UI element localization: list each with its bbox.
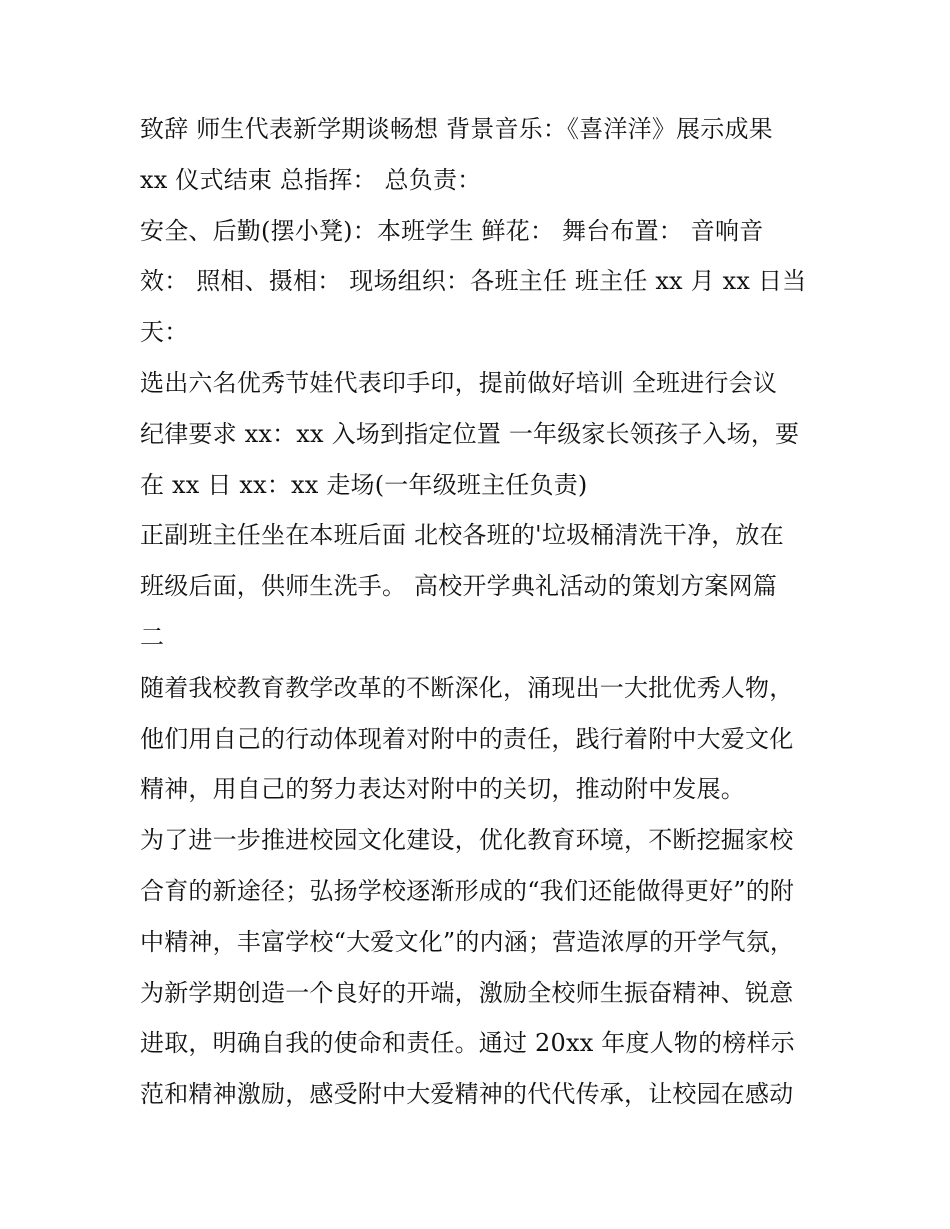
text-line-3: 安全、后勤(摆小凳)：本班学生 鲜花： 舞台布置： 音响音: [140, 216, 764, 245]
text-line-17: 中精神，丰富学校“大爱文化”的内涵；营造浓厚的开学气氛，: [140, 927, 795, 956]
text-line-1: 致辞 师生代表新学期谈畅想 背景音乐：《喜洋洋》展示成果: [140, 115, 773, 143]
text-line-8: 在 xx 日 xx：xx 走场(一年级班主任负责): [140, 470, 588, 499]
text-line-14: 精神，用自己的努力表达对附中的关切，推动附中发展。: [140, 775, 745, 804]
text-line-11: 二: [140, 622, 165, 651]
text-line-15: 为了进一步推进校园文化建设，优化教育环境，不断挖掘家校: [140, 826, 794, 855]
text-line-9: 正副班主任坐在本班后面 北校各班的'垃圾桶清洗干净，放在: [140, 521, 784, 550]
document-body: [140, 104, 820, 1120]
text-line-6: 选出六名优秀节娃代表印手印，提前做好培训 全班进行会议: [140, 368, 778, 397]
text-line-16: 合育的新途径；弘扬学校逐渐形成的“我们还能做得更好”的附: [140, 876, 795, 905]
text-line-5: 天：: [140, 318, 189, 347]
text-line-10: 班级后面，供师生洗手。 高校开学典礼活动的策划方案网篇: [140, 572, 778, 601]
text-line-18: 为新学期创造一个良好的开端，激励全校师生振奋精神、锐意: [140, 978, 794, 1007]
text-line-13: 他们用自己的行动体现着对附中的责任，践行着附中大爱文化: [140, 724, 794, 753]
text-line-4: 效： 照相、摄相： 现场组织：各班主任 班主任 xx 月 xx 日当: [140, 267, 807, 296]
text-line-19: 进取，明确自我的使命和责任。通过 20xx 年度人物的榜样示: [140, 1029, 795, 1058]
text-line-7: 纪律要求 xx：xx 入场到指定位置 一年级家长领孩子入场，要: [140, 419, 800, 448]
text-line-12: 随着我校教育教学改革的不断深化，涌现出一大批优秀人物，: [140, 673, 794, 702]
text-line-2: xx 仪式结束 总指挥： 总负责：: [140, 165, 482, 194]
text-line-20: 范和精神激励，感受附中大爱精神的代代传承，让校园在感动: [140, 1080, 794, 1109]
